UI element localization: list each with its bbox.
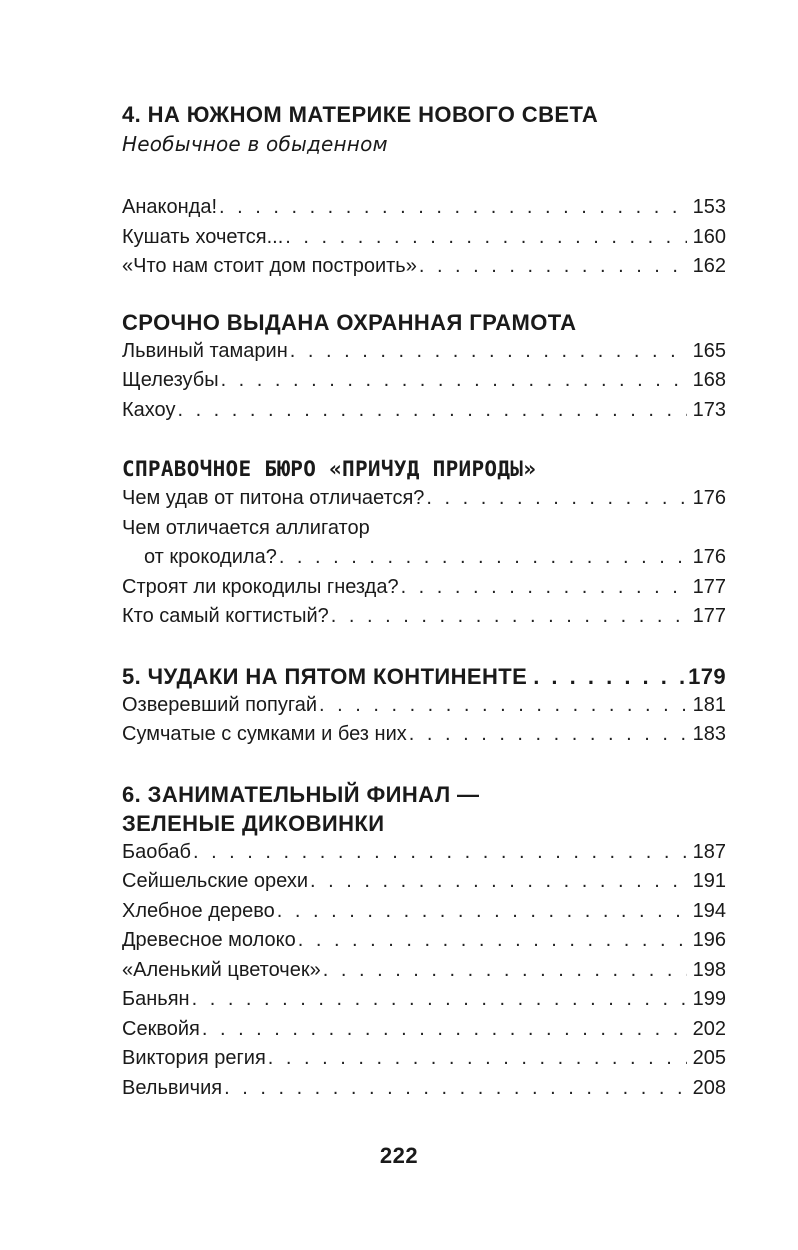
toc-entry-page: 196 <box>692 929 726 951</box>
toc-entry-page: 162 <box>692 255 726 277</box>
dot-leader <box>221 366 687 396</box>
toc-entry-title: Сумчатые с сумками и без них <box>122 723 407 745</box>
toc-entry[interactable] <box>122 396 726 426</box>
toc-entry[interactable] <box>122 1074 726 1104</box>
dot-leader <box>409 720 687 750</box>
section-4-title: 4. НА ЮЖНОМ МАТЕРИКЕ НОВОГО СВЕТА <box>122 102 599 127</box>
toc-entry-title-line2: от крокодила? <box>144 546 277 568</box>
toc-entry-page: 208 <box>692 1076 726 1099</box>
dot-leader <box>285 223 686 253</box>
toc-entry-page: 198 <box>692 958 726 981</box>
section-5-title-row[interactable] <box>122 662 726 691</box>
toc-entry[interactable] <box>122 720 726 750</box>
toc-entry-page: 176 <box>692 546 726 568</box>
section-6-title-line2: ЗЕЛЕНЫЕ ДИКОВИНКИ <box>122 810 385 836</box>
toc-entry-page: 160 <box>692 225 726 248</box>
dot-leader <box>290 337 687 367</box>
toc-entry-page: 183 <box>692 723 726 745</box>
toc-entry-page: 173 <box>692 398 726 421</box>
section-4-entries <box>122 193 726 282</box>
toc-entry-title: Сейшельские орехи <box>122 870 309 892</box>
toc-entry[interactable] <box>122 838 726 868</box>
toc-entry[interactable] <box>122 691 726 721</box>
dot-leader <box>533 662 684 691</box>
page-number: 222 <box>379 1143 419 1168</box>
toc-entry-page: 176 <box>692 487 726 509</box>
toc-entry[interactable] <box>122 956 726 986</box>
section-4-subtitle: Необычное в обыденном <box>122 132 388 156</box>
toc-entry-title: Вельвичия <box>122 1076 223 1099</box>
toc-entry-page: 177 <box>692 575 726 598</box>
dot-leader <box>277 897 687 927</box>
dot-leader <box>219 193 687 223</box>
toc-entry-page: 199 <box>692 988 726 1010</box>
dot-leader <box>193 838 687 868</box>
bureau-section-title: СПРАВОЧНОЕ БЮРО «ПРИЧУД ПРИРОДЫ» <box>122 457 537 481</box>
dot-leader <box>426 484 686 514</box>
toc-entry-page: 168 <box>692 369 726 391</box>
toc-entry[interactable] <box>122 573 726 603</box>
dot-leader <box>268 1044 687 1074</box>
toc-entry-title: Анаконда! <box>122 196 217 218</box>
section-5-title: 5. ЧУДАКИ НА ПЯТОМ КОНТИНЕНТЕ <box>122 663 528 689</box>
toc-entry-title: Виктория регия <box>122 1047 266 1069</box>
toc-entry-title: Озверевший попугай <box>122 693 317 716</box>
toc-entry[interactable] <box>122 223 726 253</box>
toc-entry[interactable] <box>122 985 726 1015</box>
dot-leader <box>177 396 686 426</box>
bureau-entries <box>122 484 726 632</box>
toc-entry-title: Львиный тамарин <box>122 339 288 362</box>
toc-entry-title: Кахоу <box>122 398 176 421</box>
toc-entry-title: Хлебное дерево <box>122 899 275 922</box>
toc-entry[interactable] <box>122 193 726 223</box>
dot-leader <box>331 602 687 632</box>
toc-entry-title: «Аленький цветочек» <box>122 958 321 981</box>
dot-leader <box>224 1074 687 1104</box>
toc-entry[interactable] <box>122 897 726 927</box>
section-6-entries <box>122 838 726 1104</box>
toc-entry-page: 191 <box>692 870 726 892</box>
toc-entry-page: 187 <box>692 840 726 863</box>
toc-entry[interactable] <box>122 926 726 956</box>
toc-entry-page: 165 <box>692 339 726 362</box>
toc-entry-title: «Что нам стоит дом построить» <box>122 255 417 277</box>
section-6-title-line1: 6. ЗАНИМАТЕЛЬНЫЙ ФИНАЛ — <box>122 781 480 807</box>
toc-entry-page: 202 <box>692 1017 726 1040</box>
toc-entry-title: Кто самый когтистый? <box>122 605 329 627</box>
toc-entry[interactable] <box>122 252 726 282</box>
toc-entry-title: Древесное молоко <box>122 929 296 951</box>
toc-entry-title: Строят ли крокодилы гнезда? <box>122 575 399 598</box>
dot-leader <box>323 956 687 986</box>
toc-entry-title-line1[interactable]: Чем отличается аллигатор <box>122 516 370 539</box>
dot-leader <box>192 985 687 1015</box>
dot-leader <box>401 573 687 603</box>
toc-entry-page: 153 <box>692 196 726 218</box>
toc-entry[interactable] <box>122 543 726 573</box>
urgent-entries <box>122 337 726 426</box>
toc-entry-page: 194 <box>692 899 726 922</box>
dot-leader <box>298 926 687 956</box>
dot-leader <box>202 1015 687 1045</box>
toc-entry[interactable] <box>122 337 726 367</box>
toc-entry-page: 205 <box>692 1047 726 1069</box>
toc-entry-page: 177 <box>692 605 726 627</box>
toc-entry[interactable] <box>122 1044 726 1074</box>
toc-entry-title: Чем удав от питона отличается? <box>122 487 425 509</box>
toc-entry[interactable] <box>122 602 726 632</box>
dot-leader <box>419 252 687 282</box>
toc-entry-title: Щелезубы <box>122 369 219 391</box>
dot-leader <box>279 543 687 573</box>
dot-leader <box>310 867 687 897</box>
urgent-section-title: СРОЧНО ВЫДАНА ОХРАННАЯ ГРАМОТА <box>122 309 577 335</box>
toc-entry-title: Баньян <box>122 988 190 1010</box>
toc-entry[interactable] <box>122 1015 726 1045</box>
toc-entry[interactable] <box>122 867 726 897</box>
section-5-page: 179 <box>688 663 726 689</box>
toc-entry[interactable] <box>122 366 726 396</box>
toc-entry-title: Баобаб <box>122 840 191 863</box>
dot-leader <box>319 691 687 721</box>
toc-entry[interactable] <box>122 484 726 514</box>
toc-entry-page: 181 <box>692 693 726 716</box>
toc-entry-title: Секвойя <box>122 1017 200 1040</box>
toc-entry-title: Кушать хочется... <box>122 225 284 248</box>
table-of-contents <box>122 100 726 1103</box>
section-5-entries <box>122 691 726 750</box>
